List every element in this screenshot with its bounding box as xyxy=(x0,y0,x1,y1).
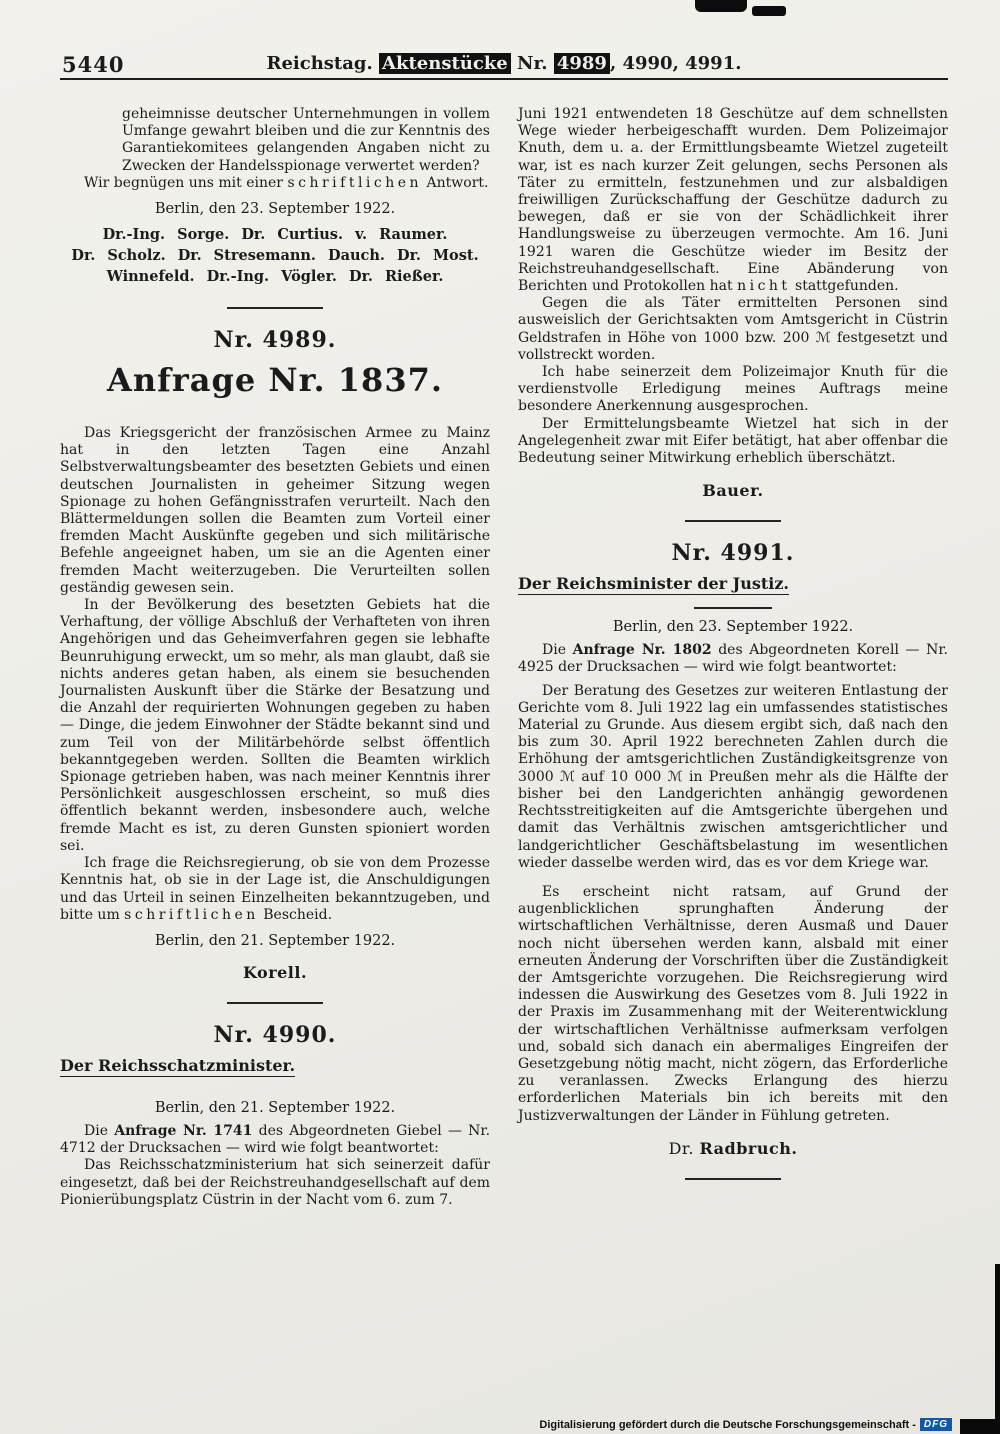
header-title-post: , 4990, 4991. xyxy=(609,53,742,74)
paragraph: Der Beratung des Gesetzes zur weiteren Entlastung der Gerichte vom 8. Juli 1922 lag ein umfassendes statistisches Material zu Grunde. Aus diesem ergibt sich, daß nach den bis zum 30. April 1922 berechneten Zahlen durch die Erhöhung der amtsgerichtlichen Zuständigkeitsgrenze von 3000 ℳ auf 10 000 ℳ in Preußen mehr als die Hälfte der bisher bei den Landgerichten anhängig gewordenen Rechtsstreitigkeiten auf die Amtsgerichte übergehen und damit das Verhältnis zwischen amtsgerichtlicher und landgerichtlicher Geschäftsbelastung im wesentlichen wieder dasselbe werden wird, das es vor dem Kriege war. xyxy=(518,682,948,871)
signature-line: Dr. Scholz. Dr. Stresemann. Dauch. Dr. Most. xyxy=(71,247,479,265)
spaced-word: nicht xyxy=(737,278,791,295)
digitization-footer xyxy=(539,1418,952,1431)
paragraph-answer-intro: Die Anfrage Nr. 1741 des Abgeordneten Giebel — Nr. 4712 der Drucksachen — wird wie folgt beantwortet: xyxy=(60,1122,491,1157)
scan-artifact-bottom-corner xyxy=(960,1419,1000,1434)
paragraph-answer-note: Wir begnügen uns mit einer schriftlichen Antwort. xyxy=(84,174,489,191)
header-title-inverted-number: 4989 xyxy=(554,53,610,74)
spaced-word: schriftlichen xyxy=(124,906,259,923)
paragraph-answer-intro: Die Anfrage Nr. 1802 des Abgeordneten Korell — Nr. 4925 der Drucksachen — wird wie folgt beantwortet: xyxy=(518,642,948,676)
signature-block xyxy=(60,224,490,287)
scan-artifact-right-edge xyxy=(995,1264,1000,1434)
signature: Dr. Radbruch. xyxy=(668,1138,798,1158)
right-column xyxy=(518,106,948,1209)
header-title-inverted-aktenstuecke: Aktenstücke xyxy=(379,53,511,74)
paragraph: Das Reichsschatzministerium hat sich seinerzeit dafür eingesetzt, daß bei der Reichstreuhandgesellschaft auf dem Pionierübungsplatz Cüstrin in der Nacht vom 6. zum 7. xyxy=(60,1157,490,1208)
paragraph: Das Kriegsgericht der französischen Armee zu Mainz hat in den letzten Tagen eine Anzahl Selbstverwaltungsbeamter des besetzten Gebiets und einen deutschen Journalisten in geheimer Sitzung wegen Spionage zu hohen Gefängnisstrafen verurteilt. Nach den Blättermeldungen sollen die Beamten zum Vorteil einer fremden Macht Auskünfte gegeben und sich militärische Befehle angeeignet haben, um sie an die Agenten einer fremden Macht weiterzugeben. Die Verurteilten sollen geständig gewesen sein. xyxy=(60,425,490,596)
paragraph: Ich habe seinerzeit dem Polizeimajor Knuth für die verdienstvolle Erledigung meines Auftrags meine besondere Anerkennung ausgesprochen. xyxy=(518,364,948,415)
minister-title: Der Reichsminister der Justiz. xyxy=(518,574,789,594)
signature-line: Dr.-Ing. Sorge. Dr. Curtius. v. Raumer. xyxy=(102,226,448,244)
anfrage-heading: Anfrage Nr. 1837. xyxy=(107,361,443,400)
paragraph: Gegen die als Täter ermittelten Personen sind ausweislich der Gerichtsakten vom Amtsgericht in Cüstrin Geldstrafen in Höhe von 1000 bzw. 200 ℳ festgesetzt und vollstreckt worden. xyxy=(518,295,948,363)
small-divider xyxy=(694,607,772,609)
paragraph: In der Bevölkerung des besetzten Gebiets hat die Verhaftung, der völlige Abschluß der Verhafteten von ihren Angehörigen und das Geheimverfahren gegen sie lebhafte Beunruhigung erweckt, um so mehr, als man glaubt, daß sie nichts anderes getan haben, als einem sie besuchenden Journalisten Auskunft über die Stärke der Besatzung und die Anzahl der requirierten Wohnungen gegeben zu haben — Dinge, die jedem Einwohner der Städte bekannt sind und zum Teil von der Militärbehörde selbst öffentlich bekanntgegeben werden. Sollten die Beamten wirklich Spionage getrieben haben, was nach meiner Kenntnis ihrer Persönlichkeit ausgeschlossen erscheint, so muß dies öffentlich bekannt werden, insbesondere auch, welche fremde Macht es ist, zu deren Gunsten spioniert worden sei. xyxy=(60,597,490,854)
section-divider xyxy=(227,307,323,309)
signature-line: Winnefeld. Dr.-Ing. Vögler. Dr. Rießer. xyxy=(106,268,444,286)
section-number-heading: Nr. 4991. xyxy=(671,540,795,567)
anfrage-number-bold: Anfrage Nr. 1741 xyxy=(114,1122,253,1139)
paragraph: Ich frage die Reichsregierung, ob sie von dem Prozesse Kenntnis hat, ob sie in der Lage ist, die Anschuldigungen und das Urteil in seinen Einzelheiten bekanntzugeben, und bitte um schriftlichen Bescheid. xyxy=(60,855,490,923)
page-content xyxy=(60,50,948,1209)
page-header xyxy=(60,50,948,80)
signature: Korell. xyxy=(242,962,308,982)
paragraph-continuation: Juni 1921 entwendeten 18 Geschütze auf dem schnellsten Wege wieder herbeigeschafft wurden. Dem Polizeimajor Knuth, dem u. a. der Ermittlungsbeamte Wietzel zugeteilt war, ist es nach kurzer Zeit gelungen, sechs Personen als Täter zu ermitteln, festzunehmen und zur alsbaldigen freiwilligen Zurückschaffung der Geschütze dadurch zu bewegen, daß er sie von der Schädlichkeit ihrer Handlungsweise zu überzeugen vermochte. Am 16. Juni 1921 waren die Geschütze wieder im Besitz der Reichstreuhandgesellschaft. Eine Abänderung von Berichten und Protokollen hat nicht stattgefunden. xyxy=(518,106,948,295)
dateline: Berlin, den 23. September 1922. xyxy=(612,619,854,636)
dfg-logo: DFG xyxy=(920,1418,952,1431)
scan-artifact-top-1 xyxy=(695,0,747,12)
header-title-pre: Reichstag. xyxy=(266,53,380,74)
left-column xyxy=(60,106,490,1209)
section-number-heading: Nr. 4989. xyxy=(213,327,337,354)
paragraph: Es erscheint nicht ratsam, auf Grund der augenblicklichen sprunghaften Änderung der wirtschaftlichen Verhältnisse, deren Ausmaß und Dauer noch nicht übersehen werden kann, alsbald mit einer erneuten Änderung der Vorschriften über die Zuständigkeit der Amtsgerichte vorzugehen. Die Reichsregierung wird indessen die Auswirkung des Gesetzes vom 8. Juli 1922 in der Praxis im Zusammenhang mit der Weiterentwicklung der wirtschaftlichen Verhältnisse aufmerksam verfolgen und, sobald sich danach ein abermaliges Eingreifen der Gesetzgebung nötig macht, nicht zögern, das Erforderliche zu veranlassen. Zwecks Erlangung des hierzu erforderlichen Materials bin ich bereits mit den Justizverwaltungen der Länder in Fühlung getreten. xyxy=(518,883,948,1124)
header-title xyxy=(60,53,948,74)
digitization-credit-text: Digitalisierung gefördert durch die Deutsche Forschungsgemeinschaft - xyxy=(539,1418,916,1431)
paragraph: Der Ermittelungsbeamte Wietzel hat sich in der Angelegenheit zwar mit Eifer betätigt, hat aber offenbar die Bedeutung seiner Mitwirkung erheblich überschätzt. xyxy=(518,415,948,467)
paragraph-quote-continuation: geheimnisse deutscher Unternehmungen in vollem Umfange gewahrt bleiben und die zur Kenntnis des Garantiekomitees gelangenden Angaben nicht zu Zwecken der Handelsspionage verwertet werden? xyxy=(122,106,490,174)
signature: Bauer. xyxy=(702,481,764,501)
two-column-layout xyxy=(60,106,948,1209)
minister-title: Der Reichsschatzminister. xyxy=(60,1055,296,1075)
page-number: 5440 xyxy=(62,52,125,77)
anfrage-number-bold: Anfrage Nr. 1802 xyxy=(572,642,712,659)
section-divider xyxy=(227,1002,323,1004)
scan-artifact-top-2 xyxy=(752,6,786,16)
spaced-word: schriftlichen xyxy=(287,174,423,191)
section-divider xyxy=(685,520,781,522)
header-title-mid: Nr. xyxy=(510,53,554,74)
dateline: Berlin, den 21. September 1922. xyxy=(154,1099,396,1116)
section-divider xyxy=(685,1178,781,1180)
dateline: Berlin, den 23. September 1922. xyxy=(154,201,396,218)
section-number-heading: Nr. 4990. xyxy=(213,1021,337,1048)
dateline: Berlin, den 21. September 1922. xyxy=(154,932,396,949)
